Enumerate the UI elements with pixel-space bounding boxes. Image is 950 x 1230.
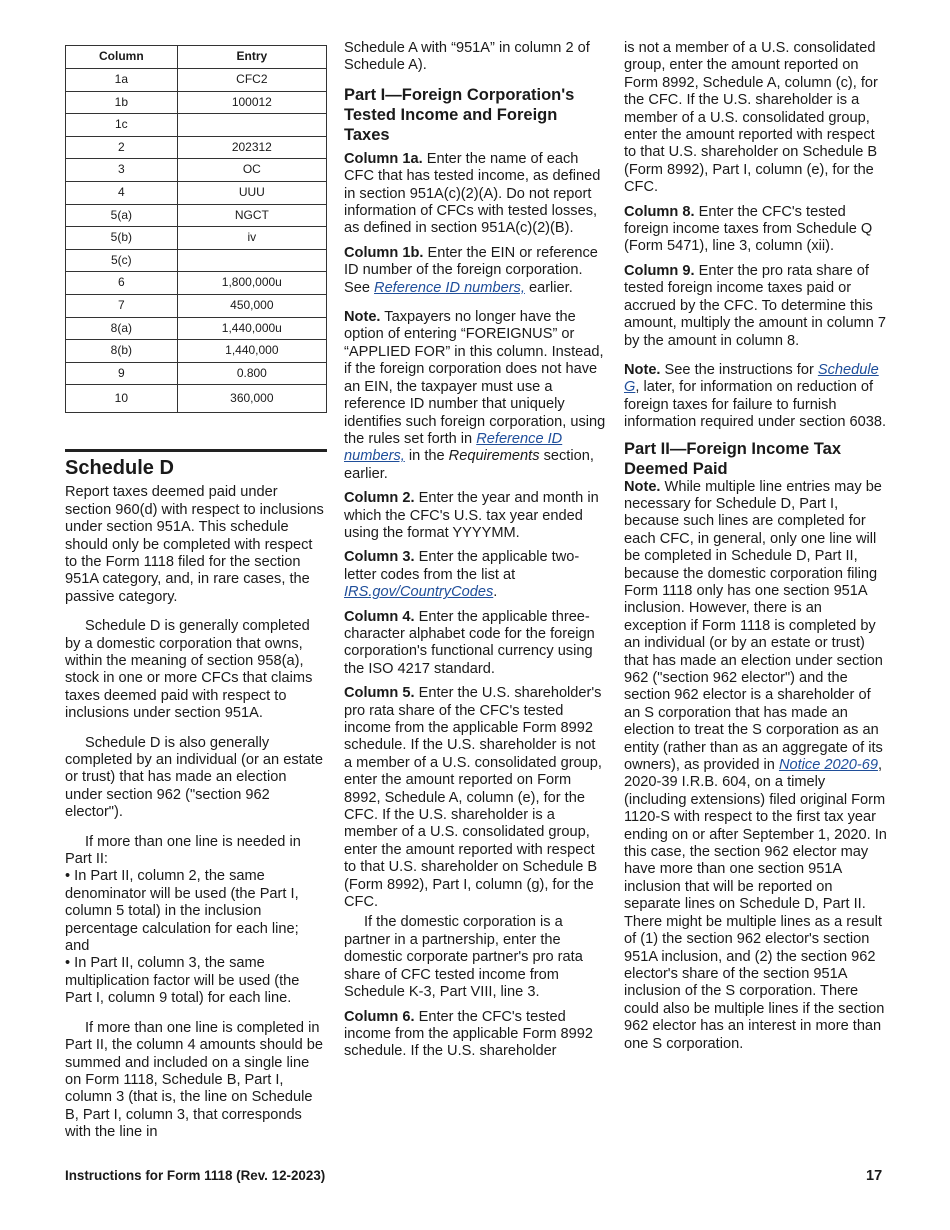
entry-cell: 202312 <box>177 136 326 159</box>
note-label: Note. <box>344 309 381 326</box>
column-3-entry <box>344 549 607 601</box>
entry-table <box>65 45 327 413</box>
table-row <box>66 159 327 182</box>
column-6-entry <box>344 1009 607 1061</box>
note-text: Taxpayers no longer have the option of entering “FOREIGNUS” or “APPLIED FOR” in this column. Instead, if the foreign corporation does not have an EIN, the taxpayer must use a reference ID number that uniquely identifies such foreign corporation, using the rules set forth in <box>344 309 606 447</box>
column-text: Enter the pro rata share of tested foreign income taxes paid or accrued by the CFC. To determine this amount, multiply the amount in column 7 by the amount in column 8. <box>624 262 887 349</box>
requirements-italic: Requirements <box>448 448 540 465</box>
table-row <box>66 181 327 204</box>
page-number: 17 <box>866 1168 883 1184</box>
table-row <box>66 69 327 92</box>
column-cell: 5(c) <box>66 249 178 272</box>
entry-cell <box>177 249 326 272</box>
reference-id-link[interactable]: Reference ID numbers, <box>344 430 563 465</box>
column-text: . <box>493 584 498 601</box>
paragraph: Report taxes deemed paid under section 960(d) with respect to inclusions under section 951A. This schedule should only be completed with respect to the Form 1118 filed for the section 951A category, and, in rare cases, the passive category. <box>65 484 324 605</box>
notice-2020-69-link[interactable]: Notice 2020-69 <box>778 757 878 774</box>
paragraph: Schedule D is also generally completed by an individual (or an estate or trust) that has made an election under section 962 ("section 962 elector"). <box>65 734 323 821</box>
column-text: earlier. <box>528 279 573 296</box>
column-cell: 7 <box>66 294 178 317</box>
note-text: , 2020-39 I.R.B. 604, on a timely (including extensions) filed original Form 1120-S with respect to the first tax year ending on or after September 1, 2020. In this case, the section 962 elector may have more than one section 951A inclusion that will be reported on separate lines on Schedule D, Part II. There might be multiple lines as a result of (1) the section 962 elector's section 951A inclusion, and (2) the section 962 elector's share of the section 951A inclusion of the S corporation. There could also be multiple lines if the section 962 elector has an interest in more than one S corporation. <box>624 757 887 1052</box>
part1-heading: Part I—Foreign Corporation's Tested Income and Foreign Taxes <box>344 85 575 144</box>
schedule-d-section <box>65 449 327 1141</box>
paragraph: If the domestic corporation is a partner in a partnership, enter the domestic corporate partner's pro rata share of CFC tested income from Schedule K-3, Part VIII, line 3. <box>344 914 583 1001</box>
entry-cell: NGCT <box>177 204 326 227</box>
entry-cell: CFC2 <box>177 69 326 92</box>
bullet-text: In Part II, column 2, the same denominator will be used (the Part I, column 5 total) in the inclusion percentage calculation for each line; and <box>65 868 299 955</box>
column-text: Enter the year and month in which the CFC's U.S. tax year ended using the format YYYYMM. <box>344 490 599 541</box>
column-label: Column 3. <box>344 549 415 566</box>
bullet-item: • In Part II, column 2, the same denominator will be used (the Part I, column 5 total) in the inclusion percentage calculation for each line; and <box>65 868 299 955</box>
schedule-d-heading: Schedule D <box>65 457 174 480</box>
middle-column <box>344 40 607 1068</box>
column-cell: 1b <box>66 91 178 114</box>
column-text: Enter the name of each CFC that has tested income, as defined in section 951A(c)(2)(A). Do not report information of CFCs with tested losses, as defined in section 951A(c)(2)(B). <box>344 150 601 237</box>
column-label: Column 9. <box>624 262 695 279</box>
entry-cell <box>177 114 326 137</box>
column-text: Enter the EIN or reference ID number of the foreign corporation. See <box>344 244 598 296</box>
note-entry <box>344 309 607 483</box>
column-label: Column 8. <box>624 203 695 220</box>
entry-cell: 1,440,000u <box>177 317 326 340</box>
column-cell: 3 <box>66 159 178 182</box>
table-row <box>66 114 327 137</box>
column-label: Column 5. <box>344 685 415 702</box>
column-cell: 4 <box>66 181 178 204</box>
right-column <box>624 40 888 1060</box>
column-label: Column 4. <box>344 608 415 625</box>
column-cell: 2 <box>66 136 178 159</box>
table-row <box>66 136 327 159</box>
entry-cell: iv <box>177 227 326 250</box>
column-cell: 8(a) <box>66 317 178 340</box>
footer-title: Instructions for Form 1118 (Rev. 12-2023) <box>65 1168 326 1183</box>
column-8-entry <box>624 204 888 256</box>
entry-cell: OC <box>177 159 326 182</box>
paragraph: If more than one line is completed in Part II, the column 4 amounts should be summed and included on a single line on Form 1118, Schedule B, Part I, column 3 (that is, the line on Schedule B, Part I, column 3, that corresponds with the line in <box>65 1019 323 1141</box>
table-row <box>66 272 327 295</box>
column-1a-entry <box>344 151 607 238</box>
table-row <box>66 249 327 272</box>
part2-heading: Part II—Foreign Income Tax Deemed Paid <box>624 439 841 478</box>
entry-cell: 360,000 <box>177 385 326 413</box>
note-label: Note. <box>624 478 661 495</box>
entry-cell: 1,440,000 <box>177 340 326 363</box>
column-cell: 1c <box>66 114 178 137</box>
paragraph: If more than one line is needed in Part II: <box>65 833 301 868</box>
paragraph: Schedule D is generally completed by a domestic corporation that owns, within the meaning of section 958(a), stock in one or more CFCs that claims taxes deemed paid with respect to inclusions under section 951A. <box>65 618 313 722</box>
bullet-text: In Part II, column 3, the same multiplication factor will be used (the Part I, column 9 total) for each line. <box>65 955 300 1007</box>
column-text: Enter the U.S. shareholder's pro rata share of the CFC's tested income from the applicable Form 8992 schedule. If the U.S. shareholder is not a member of a U.S. consolidated group, enter the amount reported on Form 8992, Schedule A, column (e), for the CFC. If the U.S. shareholder is a member of a U.S. consolidated group, enter the amount reported with respect to that U.S. shareholder on Schedule B (Form 8992), Part I, column (g), for the CFC. <box>344 685 602 911</box>
column-label: Column 2. <box>344 490 415 507</box>
column-label: Column 6. <box>344 1008 415 1025</box>
left-column <box>65 40 327 1149</box>
table-row <box>66 227 327 250</box>
table-row <box>66 204 327 227</box>
table-header-row <box>66 46 327 69</box>
column-text: Enter the CFC's tested foreign income taxes from Schedule Q (Form 5471), line 3, column (xii). <box>624 203 873 255</box>
column-header: Column <box>66 46 178 69</box>
country-codes-link[interactable]: IRS.gov/CountryCodes <box>344 584 494 601</box>
bullet-item: • In Part II, column 3, the same multiplication factor will be used (the Part I, column 9 total) for each line. <box>65 955 300 1007</box>
paragraph: is not a member of a U.S. consolidated group, enter the amount reported on Form 8992, Schedule A, column (c), for the CFC. If the U.S. shareholder is a member of a U.S. consolidated group, enter the amount reported with respect to that U.S. shareholder on Schedule B (Form 8992), Part I, column (e), for the CFC. <box>624 40 878 196</box>
table-row <box>66 362 327 385</box>
column-cell: 9 <box>66 362 178 385</box>
column-9-entry <box>624 263 888 350</box>
entry-cell: UUU <box>177 181 326 204</box>
column-cell: 1a <box>66 69 178 92</box>
schedule-g-link[interactable]: Schedule G <box>624 361 879 396</box>
column-4-entry <box>344 609 607 679</box>
note-entry <box>624 479 888 1053</box>
entry-cell: 450,000 <box>177 294 326 317</box>
table-row <box>66 385 327 413</box>
table-row <box>66 294 327 317</box>
entry-cell: 1,800,000u <box>177 272 326 295</box>
note-text: section, earlier. <box>344 448 594 482</box>
paragraph: Schedule A with “951A” in column 2 of Schedule A). <box>344 40 590 74</box>
entry-cell: 0.800 <box>177 362 326 385</box>
table-row <box>66 91 327 114</box>
note-label: Note. <box>624 361 661 378</box>
note-text: in the <box>408 448 445 465</box>
column-cell: 10 <box>66 385 178 413</box>
table-row <box>66 317 327 340</box>
note-text: While multiple line entries may be necessary for Schedule D, Part I, because such lines are completed for each CFC, in general, only one line will be completed in Schedule D, Part II, because the domestic corporation filing Form 1118 only has one section 951A inclusion. However, there is an exception if Form 1118 is completed by an individual (or by an estate or trust) that has made an election under section 962 ("section 962 elector") and the section 962 elector is a shareholder of an S corporation that has made an election to treat the S corporation as an entity (rather than as an aggregate of its owners), as provided in <box>624 478 883 774</box>
column-text: Enter the applicable three-character alphabet code for the foreign corporation's functional currency using the ISO 4217 standard. <box>344 608 595 677</box>
column-label: Column 1a. <box>344 150 423 167</box>
note-text: See the instructions for <box>664 361 814 378</box>
column-cell: 5(b) <box>66 227 178 250</box>
column-text: Enter the applicable two-letter codes from the list at <box>344 549 580 583</box>
note-text: , later, for information on reduction of foreign taxes for failure to furnish information required under section 6038. <box>624 379 887 431</box>
entry-header: Entry <box>177 46 326 69</box>
column-cell: 6 <box>66 272 178 295</box>
column-5-entry <box>344 685 607 911</box>
entry-cell: 100012 <box>177 91 326 114</box>
column-label: Column 1b. <box>344 244 424 261</box>
column-text: Enter the CFC's tested income from the applicable Form 8992 schedule. If the U.S. shareholder <box>344 1008 594 1060</box>
column-2-entry <box>344 490 607 542</box>
column-1b-entry <box>344 245 607 297</box>
reference-id-link[interactable]: Reference ID numbers, <box>374 279 525 296</box>
column-cell: 8(b) <box>66 340 178 363</box>
table-row <box>66 340 327 363</box>
note-entry <box>624 362 888 432</box>
column-cell: 5(a) <box>66 204 178 227</box>
